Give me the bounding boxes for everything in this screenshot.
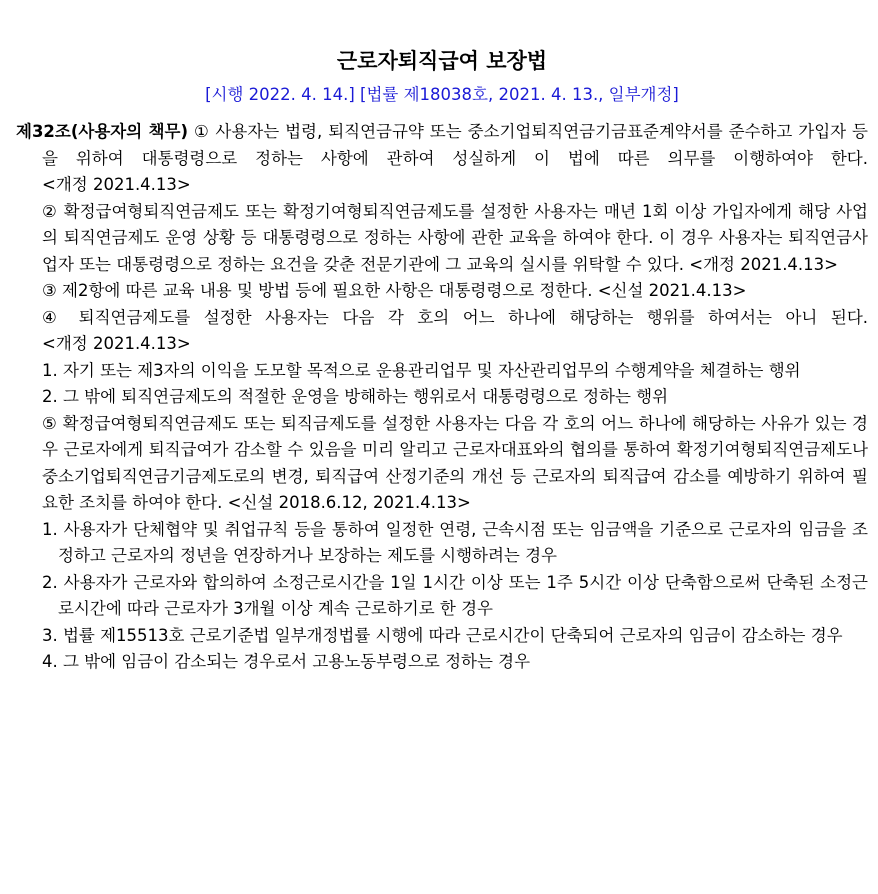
paragraph-1-amendment: <개정 2021.4.13> <box>42 175 191 194</box>
paragraph-1-text: ① 사용자는 법령, 퇴직연금규약 또는 중소기업퇴직연금기금표준계약서를 준수하고 가입자 등을 위하여 대통령령으로 정하는 사항에 관하여 성실하게 이 법에 따른 의무를 이행하여야 한다. <box>42 122 868 168</box>
paragraph-5-item-4: 4. 그 밖에 임금이 감소되는 경우로서 고용노동부령으로 정하는 경우 <box>42 652 531 671</box>
paragraph-5-item-3: 3. 법률 제15513호 근로기준법 일부개정법률 시행에 따라 근로시간이 단축되어 근로자의 임금이 감소하는 경우 <box>42 625 843 645</box>
article-32-paragraph-5 <box>16 411 868 517</box>
paragraph-5-text: ⑤ 확정급여형퇴직연금제도 또는 퇴직금제도를 설정한 사용자는 다음 각 호의 어느 하나에 해당하는 사유가 있는 경우 근로자에게 퇴직급여가 감소할 수 있음을 미리 알리고 근로자대표와의 협의를 통하여 확정기여형퇴직연금제도나 중소기업퇴직연금기금제도로의 변경, 퇴직급여 산정기준의 개선 등 근로자의 퇴직급여 감소를 예방하기 위하여 필요한 조치를 하여야 한다. <box>42 413 868 512</box>
paragraph-2-amendment: <개정 2021.4.13> <box>689 254 838 274</box>
document-subtitle: [시행 2022. 4. 14.] [법률 제18038호, 2021. 4. 13., 일부개정] <box>205 85 679 104</box>
article-32-paragraph-2 <box>16 199 868 279</box>
article-32-paragraph-4 <box>16 305 868 358</box>
article-32-paragraph-3 <box>16 278 868 305</box>
document-page <box>0 47 878 894</box>
paragraph-2-text: ② 확정급여형퇴직연금제도 또는 확정기여형퇴직연금제도를 설정한 사용자는 매년 1회 이상 가입자에게 해당 사업의 퇴직연금제도 운영 상황 등 대통령령으로 정하는 사항에 관한 교육을 하여야 한다. 이 경우 사용자는 퇴직연금사업자 또는 대통령령으로 정하는 요건을 갖춘 전문기관에 그 교육의 실시를 위탁할 수 있다. <box>42 201 868 274</box>
paragraph-5-item-2: 2. 사용자가 근로자와 합의하여 소정근로시간을 1일 1시간 이상 또는 1주 5시간 이상 단축함으로써 단축된 소정근로시간에 따라 근로자가 3개월 이상 계속 근로하기로 한 경우 <box>42 572 868 618</box>
article-heading: 제32조(사용자의 책무) <box>16 122 189 141</box>
paragraph-4-item-1: 1. 자기 또는 제3자의 이익을 도모할 목적으로 운용관리업무 및 자산관리업무의 수행계약을 체결하는 행위 <box>42 360 801 380</box>
article-body <box>16 119 868 676</box>
article-32-paragraph-1 <box>16 119 868 199</box>
paragraph-3-text: ③ 제2항에 따른 교육 내용 및 방법 등에 필요한 사항은 대통령령으로 정한다. <box>42 281 593 300</box>
paragraph-4-text: ④ 퇴직연금제도를 설정한 사용자는 다음 각 호의 어느 하나에 해당하는 행위를 하여서는 아니 된다. <box>42 307 868 327</box>
paragraph-4-amendment: <개정 2021.4.13> <box>42 334 191 353</box>
paragraph-5-item-1: 1. 사용자가 단체협약 및 취업규칙 등을 통하여 일정한 연령, 근속시점 또는 임금액을 기준으로 근로자의 임금을 조정하고 근로자의 정년을 연장하거나 보장하는 제도를 시행하려는 경우 <box>42 519 868 565</box>
paragraph-4-item-2: 2. 그 밖에 퇴직연금제도의 적절한 운영을 방해하는 행위로서 대통령령으로 정하는 행위 <box>42 387 669 406</box>
document-title: 근로자퇴직급여 보장법 <box>336 49 548 73</box>
paragraph-3-amendment: <신설 2021.4.13> <box>597 281 747 300</box>
paragraph-5-amendment: <신설 2018.6.12, 2021.4.13> <box>227 493 471 512</box>
